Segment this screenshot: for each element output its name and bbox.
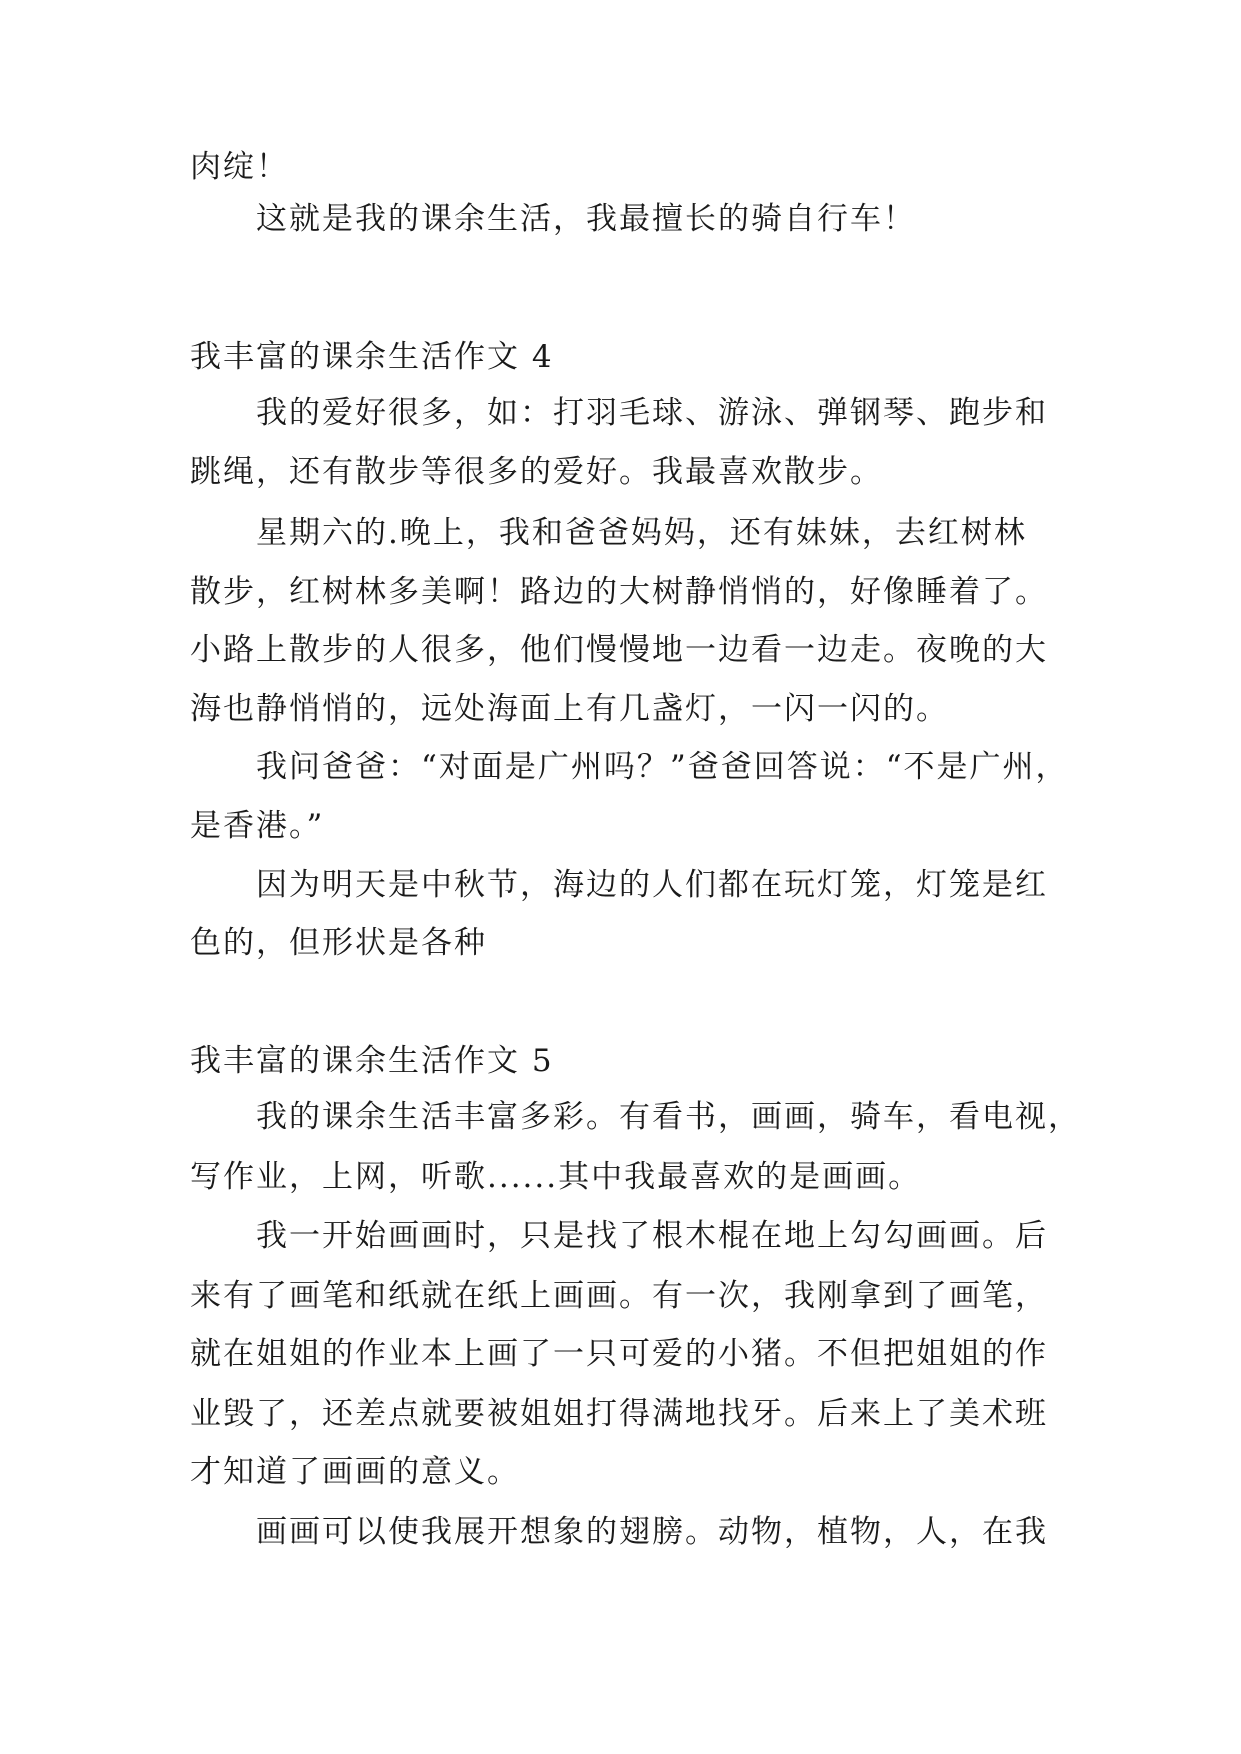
text-line: 这就是我的课余生活，我最擅长的骑自行车！ [256,201,916,237]
text-line: 我的爱好很多，如：打羽毛球、游泳、弹钢琴、跑步和 [256,395,1048,431]
text-line: 我一开始画画时，只是找了根木棍在地上勾勾画画。后 [256,1218,1048,1254]
text-line: 业毁了，还差点就要被姐姐打得满地找牙。后来上了美术班 [190,1396,1048,1432]
text-line: 来有了画笔和纸就在纸上画画。有一次，我刚拿到了画笔， [190,1278,1048,1314]
text-line: 我问爸爸：“对面是广州吗？”爸爸回答说：“不是广州， [256,749,1069,785]
text-line: 海也静悄悄的，远处海面上有几盏灯，一闪一闪的。 [190,691,949,727]
text-line: 小路上散步的人很多，他们慢慢地一边看一边走。夜晚的大 [190,632,1048,668]
text-line: 星期六的.晚上，我和爸爸妈妈，还有妹妹，去红树林 [256,515,1027,551]
text-line: 画画可以使我展开想象的翅膀。动物，植物，人，在我 [256,1514,1048,1550]
text-line: 散步，红树林多美啊！路边的大树静悄悄的，好像睡着了。 [190,574,1048,610]
text-line: 我的课余生活丰富多彩。有看书，画画，骑车，看电视， [256,1099,1081,1135]
text-line: 因为明天是中秋节，海边的人们都在玩灯笼，灯笼是红 [256,867,1048,903]
text-line: 写作业，上网，听歌......其中我最喜欢的是画画。 [190,1159,922,1195]
text-line: 跳绳，还有散步等很多的爱好。我最喜欢散步。 [190,454,883,490]
essay-title: 我丰富的课余生活作文 4 [190,339,554,375]
text-line: 就在姐姐的作业本上画了一只可爱的小猪。不但把姐姐的作 [190,1336,1048,1372]
text-line: 是香港。” [190,808,325,844]
text-line: 才知道了画画的意义。 [190,1454,520,1490]
essay-title: 我丰富的课余生活作文 5 [190,1043,554,1079]
text-line: 肉绽！ [190,149,289,185]
text-line: 色的，但形状是各种 [190,925,487,961]
